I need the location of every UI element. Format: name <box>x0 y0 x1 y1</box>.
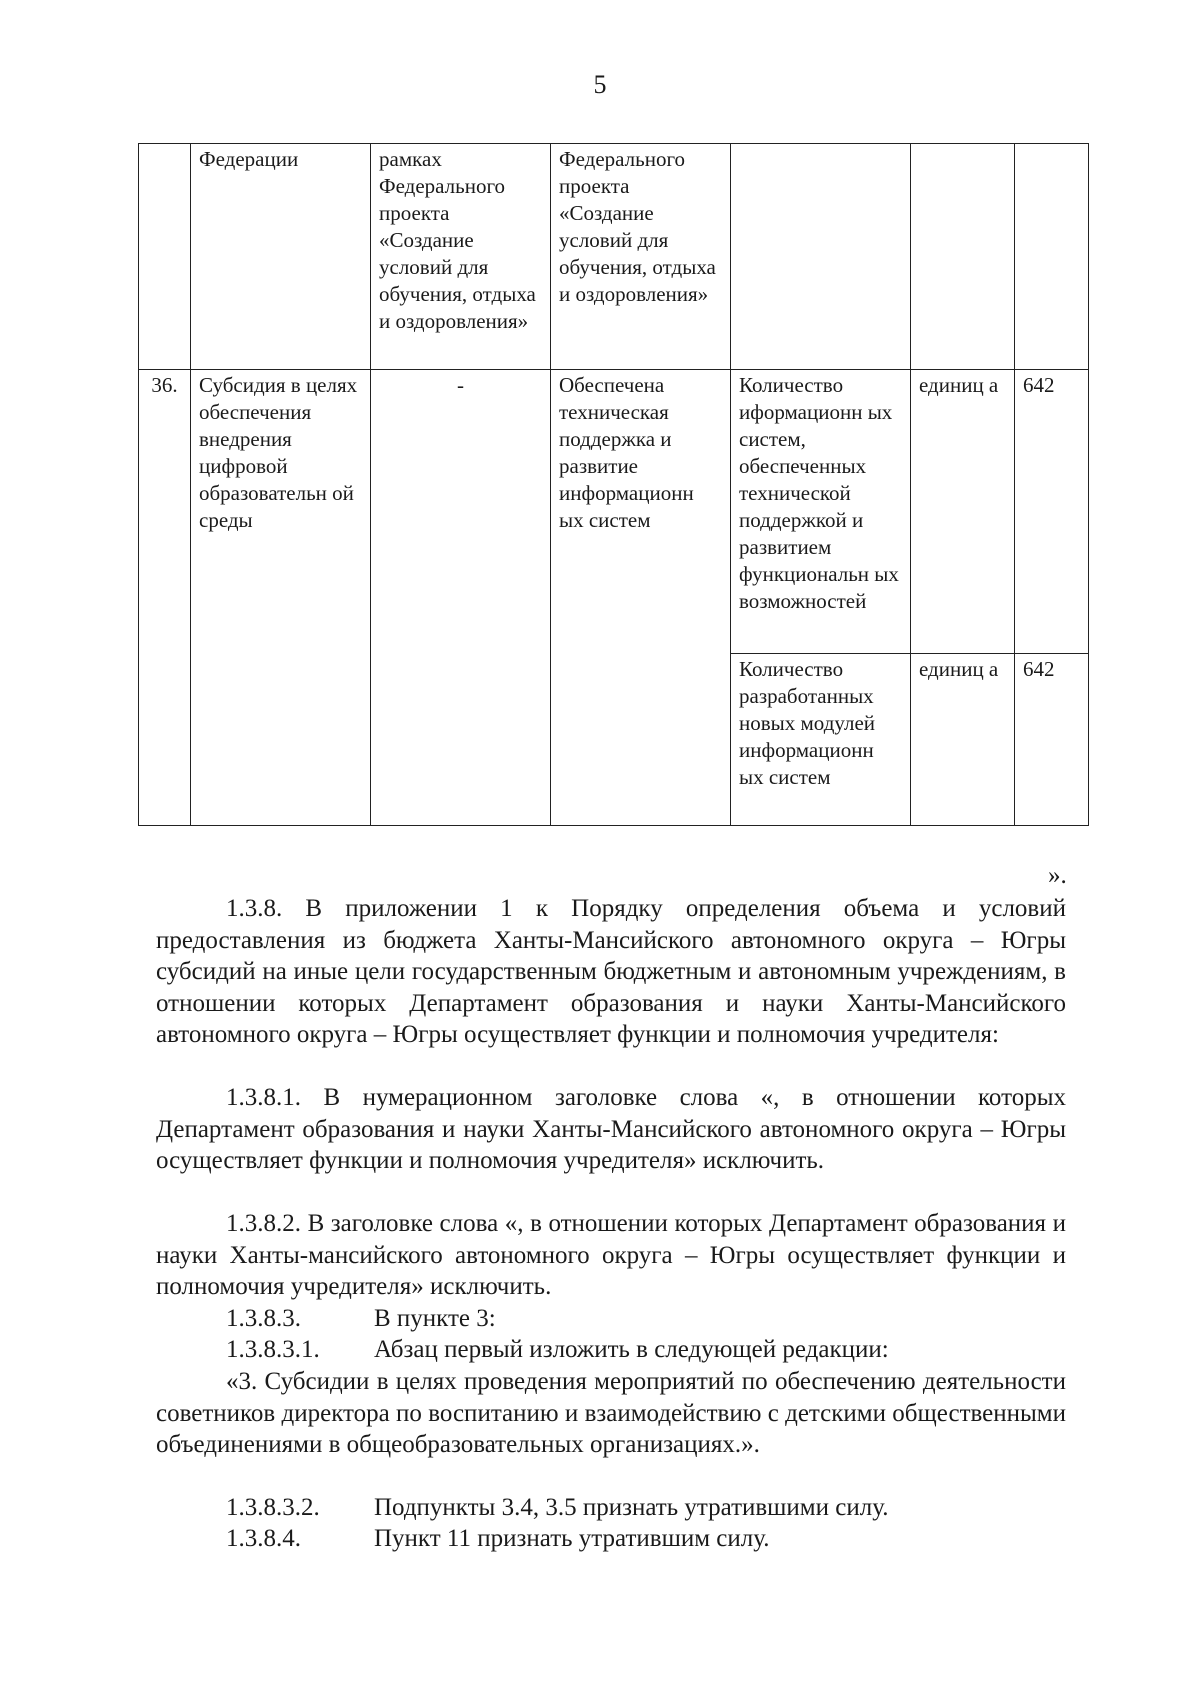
indicator-value: 642 <box>1015 370 1089 654</box>
table-cell <box>1015 144 1089 370</box>
table-cell: Федерации <box>191 144 371 370</box>
quoted-paragraph-3: «3. Субсидии в целях проведения мероприятий по обеспечению деятельности советников директора по воспитанию и взаимодействию с детскими общественными объединениями в общеобразовательных организациях.». <box>156 1368 1066 1458</box>
item-text: Подпункты 3.4, 3.5 признать утратившими силу. <box>374 1494 889 1521</box>
table-row <box>139 370 1089 654</box>
indicator-value: 642 <box>1015 654 1089 826</box>
paragraph-1-3-8-2: 1.3.8.2. В заголовке слова «, в отношении которых Департамент образования и науки Ханты-мансийского автономного округа – Югры осуществляет функции и полномочия учредителя» исключить. <box>156 1210 1066 1300</box>
item-number: 1.3.8.3.1. <box>226 1336 320 1363</box>
item-number: 1.3.8.3.2. <box>226 1494 320 1521</box>
indicator-name: Количество иформационн ых систем, обеспеченных технической поддержкой и развитием функциональн ых возможностей <box>731 370 911 654</box>
indicator-unit: единиц а <box>911 370 1015 654</box>
table-cell: Федерального проекта «Создание условий для обучения, отдыха и оздоровления» <box>551 144 731 370</box>
result-cell: Обеспечена техническая поддержка и развитие информационн ых систем <box>551 370 731 826</box>
table-cell <box>911 144 1015 370</box>
item-number: 1.3.8.3. <box>226 1305 301 1332</box>
paragraph-1-3-8: 1.3.8. В приложении 1 к Порядку определения объема и условий предоставления из бюджета Ханты-Мансийского автономного округа – Югры субсидий на иные цели государственным бюджетным и автономным учреждениям, в отношении которых Департамент образования и науки Ханты-Мансийского автономного округа – Югры осуществляет функции и полномочия учредителя: <box>156 895 1066 1048</box>
item-text: Абзац первый изложить в следующей редакции: <box>374 1336 889 1363</box>
indicator-unit: единиц а <box>911 654 1015 826</box>
subsidy-name: Субсидия в целях обеспечения внедрения цифровой образовательн ой среды <box>191 370 371 826</box>
table-cell <box>731 144 911 370</box>
table-cell: рамках Федерального проекта «Создание условий для обучения, отдыха и оздоровления» <box>371 144 551 370</box>
closing-quote: ». <box>1048 862 1067 889</box>
item-number: 1.3.8.4. <box>226 1525 301 1552</box>
page-number: 5 <box>593 70 607 99</box>
project-cell: - <box>371 370 551 826</box>
row-number: 36. <box>139 370 191 826</box>
item-text: В пункте 3: <box>374 1305 496 1332</box>
table-row <box>139 144 1089 370</box>
paragraph-1-3-8-1: 1.3.8.1. В нумерационном заголовке слова «, в отношении которых Департамент образования и науки Ханты-Мансийского автономного округа – Югры осуществляет функции и полномочия учредителя» исключить. <box>156 1084 1066 1174</box>
indicators-table <box>138 143 1089 826</box>
table-cell <box>139 144 191 370</box>
item-text: Пункт 11 признать утратившим силу. <box>374 1525 770 1552</box>
indicator-name: Количество разработанных новых модулей информационн ых систем <box>731 654 911 826</box>
